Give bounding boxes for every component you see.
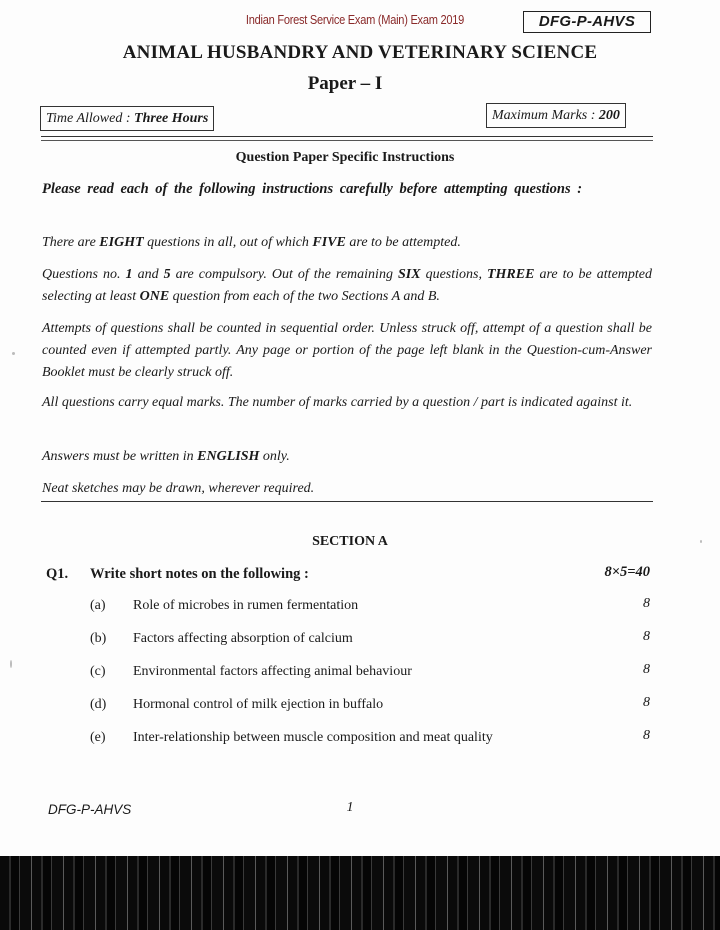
paper-code-box: DFG-P-AHVS bbox=[523, 11, 651, 33]
instruction-5: Answers must be written in ENGLISH only. bbox=[42, 449, 290, 464]
part-text: Environmental factors affecting animal behaviour bbox=[133, 664, 412, 679]
part-marks: 8 bbox=[643, 629, 650, 644]
part-marks: 8 bbox=[643, 662, 650, 677]
part-text: Hormonal control of milk ejection in buffalo bbox=[133, 697, 384, 712]
instruction-3: Attempts of questions shall be counted in sequential order. Unless struck off, attempt of a question shall be counted even if attempted partly. Any page or portion of the page left blank in the Question-cum-Answer Booklet must be clearly struck off. bbox=[42, 321, 652, 380]
paper-title: ANIMAL HUSBANDRY AND VETERINARY SCIENCE bbox=[122, 42, 598, 63]
question-number: Q1. bbox=[46, 566, 69, 582]
part-label: (a) bbox=[90, 598, 106, 613]
page-number: 1 bbox=[346, 800, 354, 815]
part-marks: 8 bbox=[643, 728, 650, 743]
part-marks: 8 bbox=[643, 695, 650, 710]
part-label: (c) bbox=[90, 664, 106, 679]
paper-number: Paper – I bbox=[307, 73, 383, 94]
instructions-title: Question Paper Specific Instructions bbox=[235, 150, 455, 165]
part-label: (b) bbox=[90, 631, 107, 646]
scan-speck bbox=[700, 540, 702, 543]
time-allowed-box bbox=[40, 106, 214, 131]
scan-speck bbox=[10, 660, 12, 668]
part-marks: 8 bbox=[643, 596, 650, 611]
part-text: Inter-relationship between muscle composition and meat quality bbox=[133, 730, 493, 745]
question-marks: 8×5=40 bbox=[604, 564, 650, 580]
footer-paper-code: DFG-P-AHVS bbox=[48, 802, 132, 817]
instruction-2: Questions no. 1 and 5 are compulsory. Out of the remaining SIX questions, THREE are to be attempted selecting at least ONE question from each of the two Sections A and B. bbox=[42, 267, 652, 304]
divider-top bbox=[41, 136, 653, 137]
part-text: Role of microbes in rumen fermentation bbox=[133, 598, 359, 613]
part-label: (d) bbox=[90, 697, 107, 712]
lead-instruction: Please read each of the following instructions carefully before attempting questions : bbox=[42, 181, 583, 197]
maximum-marks-value: 200 bbox=[598, 108, 620, 123]
scan-artifact-strip bbox=[0, 856, 720, 930]
handwritten-exam-note: Indian Forest Service Exam (Main) Exam 2019 bbox=[245, 12, 465, 27]
question-text: Write short notes on the following : bbox=[90, 566, 309, 582]
part-text: Factors affecting absorption of calcium bbox=[133, 631, 353, 646]
section-title: SECTION A bbox=[312, 534, 388, 549]
time-allowed-value: Three Hours bbox=[134, 111, 209, 126]
maximum-marks-label: Maximum Marks : bbox=[492, 108, 596, 123]
part-label: (e) bbox=[90, 730, 106, 745]
instruction-4: All questions carry equal marks. The number of marks carried by a question / part is indicated against it. bbox=[42, 395, 633, 410]
instruction-1: There are EIGHT questions in all, out of which FIVE are to be attempted. bbox=[42, 235, 461, 250]
divider-bottom bbox=[41, 501, 653, 502]
scan-speck bbox=[12, 352, 15, 355]
divider-top-double bbox=[41, 140, 653, 141]
maximum-marks-box bbox=[486, 103, 626, 128]
instruction-6: Neat sketches may be drawn, wherever required. bbox=[42, 481, 315, 496]
time-allowed-label: Time Allowed : bbox=[46, 111, 131, 126]
